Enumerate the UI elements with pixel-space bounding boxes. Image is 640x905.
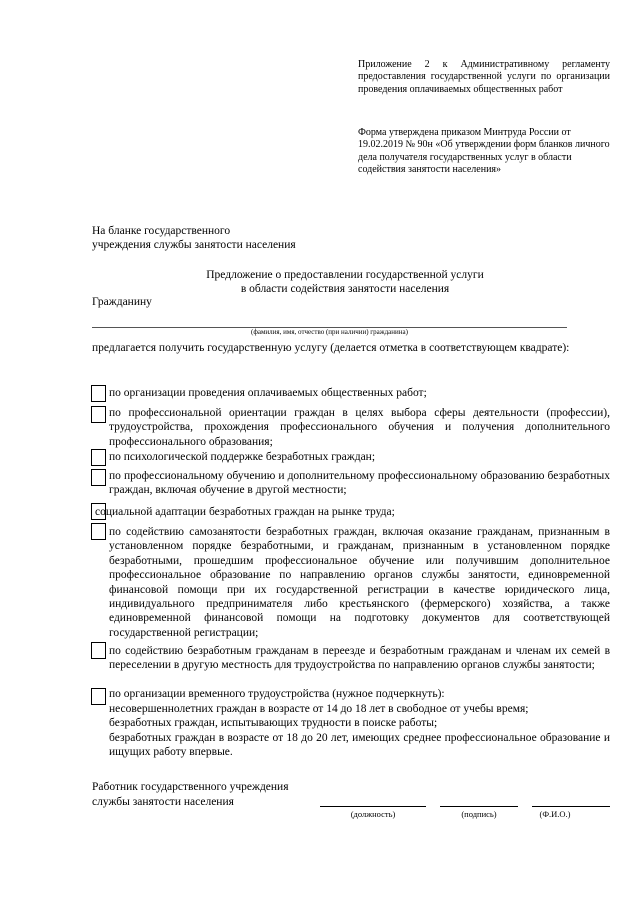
fio-label: (Ф.И.О.): [539, 809, 571, 819]
signature-field-line[interactable]: [440, 806, 518, 807]
service-item: по психологической поддержке безработных граждан;: [109, 451, 376, 463]
blank-label-line2: учреждения службы занятости населения: [92, 239, 296, 251]
worker-label-line2: службы занятости населения: [92, 795, 234, 808]
position-label: (должность): [350, 809, 396, 819]
service-item: по профессиональному обучению и дополнительному профессиональному образованию безработных граждан, включая обучение в другой местности;: [109, 470, 610, 497]
service-item: по содействию самозанятости безработных граждан, включая оказание гражданам, признанным в установленном порядке безработными, и гражданам, признанным в установленном порядке безработными, прошедшим профессиональное обучение или получившим дополнительное профессиональное образование по направлению органов службы занятости, единовременной финансовой помощи при их государственной регистрации в качестве юридического лица, индивидуального предпринимателя либо крестьянского (фермерского) хозяйства, а также единовременной финансовой помощи на подготовку документов для соответствующей государственной регистрации;: [109, 526, 610, 639]
form-approval-note: Форма утверждена приказом Минтруда России от 19.02.2019 № 90н «Об утверждении форм бланков личного дела получателя государственных услуг в области содействия занятости населения»: [358, 127, 610, 175]
title-line2: в области содействия занятости населения: [240, 283, 450, 295]
annex-note: Приложение 2 к Административному регламенту предоставления государственной услуги по организации проведения оплачиваемых общественных работ: [358, 59, 610, 95]
checkbox-relocation[interactable]: [91, 642, 106, 659]
citizen-label: Гражданину: [92, 296, 152, 308]
service-item: социальной адаптации безработных граждан на рынке труда;: [95, 506, 395, 518]
temp-employment-option[interactable]: несовершеннолетних граждан в возрасте от 14 до 18 лет в свободное от учебы время;: [109, 703, 529, 715]
temp-employment-option[interactable]: безработных граждан в возрасте от 18 до 20 лет, имеющих среднее профессиональное образование и ищущих работу впервые.: [109, 732, 610, 759]
checkbox-self-employment[interactable]: [91, 523, 106, 540]
signature-label: (подпись): [461, 809, 497, 819]
title-line1: Предложение о предоставлении государственной услуги: [206, 269, 484, 281]
service-item: по организации временного трудоустройства (нужное подчеркнуть):: [109, 688, 445, 700]
checkbox-career-guidance[interactable]: [91, 406, 106, 423]
temp-employment-option[interactable]: безработных граждан, испытывающих трудности в поиске работы;: [109, 717, 438, 729]
worker-label-line1: Работник государственного учреждения: [92, 781, 289, 793]
checkbox-temporary-employment[interactable]: [91, 688, 106, 705]
fio-field-line[interactable]: [532, 806, 610, 807]
service-item: по организации проведения оплачиваемых общественных работ;: [109, 387, 427, 399]
service-item: по профессиональной ориентации граждан в целях выбора сферы деятельности (профессии), трудоустройства, прохождения профессионального обучения и получения дополнительного профессионального образования;: [109, 407, 610, 448]
position-field-line[interactable]: [320, 806, 426, 807]
offer-text: предлагается получить государственную услугу (делается отметка в соответствующем квадрате):: [92, 342, 570, 354]
fio-hint: (фамилия, имя, отчество (при наличии) гражданина): [251, 328, 408, 336]
worker-label: [92, 780, 289, 809]
blank-label-line1: На бланке государственного: [92, 225, 231, 237]
checkbox-vocational-training[interactable]: [91, 469, 106, 486]
document-title: [180, 268, 510, 296]
service-item: по содействию безработным гражданам в переезде и безработным гражданам и членам их семей в переселении в другую местность для трудоустройства по направлению органов службы занятости;: [109, 645, 610, 672]
checkbox-psych-support[interactable]: [91, 449, 106, 466]
checkbox-public-works[interactable]: [91, 385, 106, 402]
